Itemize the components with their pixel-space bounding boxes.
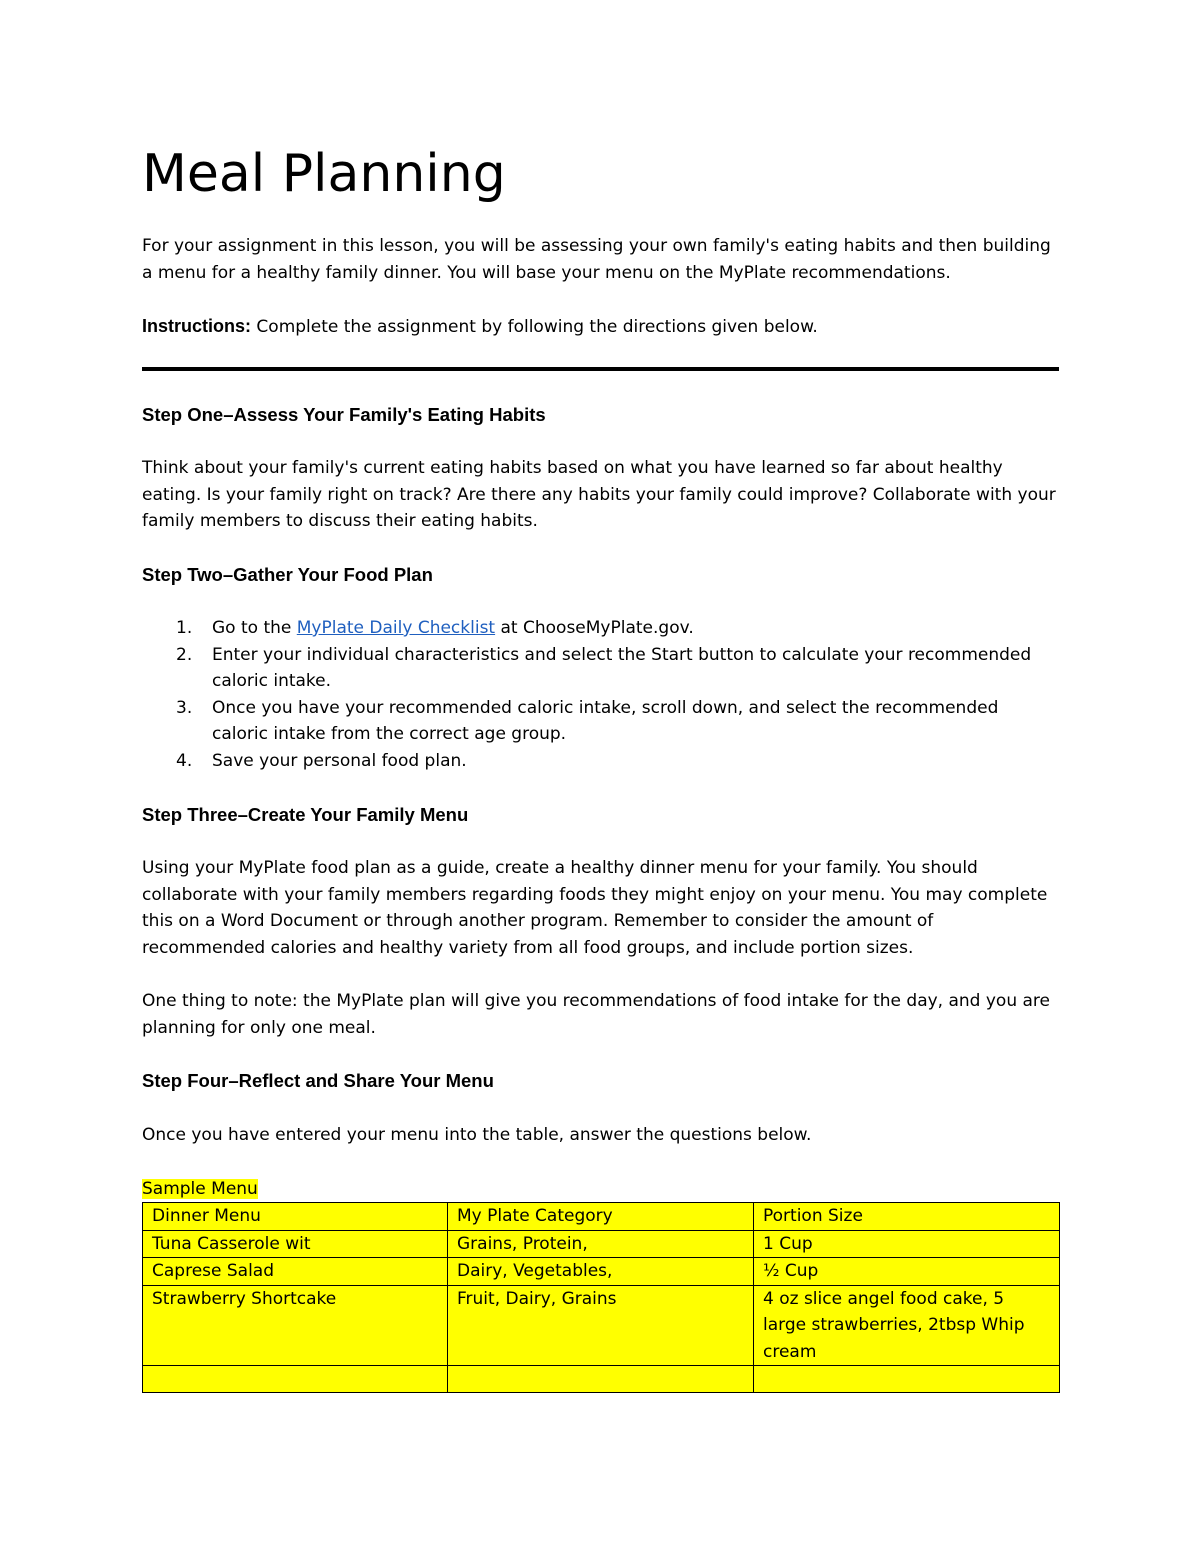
table-row: [143, 1258, 1060, 1286]
table-cell: 4 oz slice angel food cake, 5 large strawberries, 2tbsp Whip cream: [754, 1285, 1060, 1366]
list-number: 2.: [176, 644, 193, 665]
step-two-heading: Step Two–Gather Your Food Plan: [142, 564, 433, 585]
table-cell: ½ Cup: [754, 1258, 1060, 1286]
list-item-text-pre: Go to the: [212, 618, 297, 638]
table-header-cell: Dinner Menu: [143, 1203, 448, 1231]
intro-paragraph: For your assignment in this lesson, you will be assessing your own family's eating habits and then building a menu for a healthy family dinner. You will base your menu on the MyPlate recommendations.: [142, 236, 1051, 283]
table-cell: [754, 1366, 1060, 1393]
list-number: 4.: [176, 750, 193, 771]
table-cell: Strawberry Shortcake: [143, 1285, 448, 1366]
table-cell: Dairy, Vegetables,: [448, 1258, 754, 1286]
table-row: [143, 1230, 1060, 1258]
table-header-cell: My Plate Category: [448, 1203, 754, 1231]
step-two-list: [142, 615, 1059, 774]
section-divider: [142, 367, 1059, 371]
instructions-paragraph: [142, 313, 1059, 341]
table-caption-text: Sample Menu: [142, 1179, 258, 1199]
table-caption: [142, 1176, 258, 1202]
table-cell: Grains, Protein,: [448, 1230, 754, 1258]
table-header-cell: Portion Size: [754, 1203, 1060, 1231]
list-item: [142, 642, 1059, 695]
step-three-note: One thing to note: the MyPlate plan will give you recommendations of food intake for the day, and you are planning for only one meal.: [142, 991, 1051, 1038]
list-number: 3.: [176, 697, 193, 718]
table-cell: 1 Cup: [754, 1230, 1060, 1258]
sample-menu-table: [142, 1202, 1060, 1393]
list-item: [142, 695, 1059, 748]
list-number: 1.: [176, 618, 193, 638]
step-four-body: Once you have entered your menu into the table, answer the questions below.: [142, 1125, 812, 1145]
page-title: Meal Planning: [142, 144, 506, 204]
step-three-body: Using your MyPlate food plan as a guide, create a healthy dinner menu for your family. You should collaborate with your family members regarding foods they might enjoy on your menu. You may complete this on a Word Document or through another program. Remember to consider the amount of recommended calories and healthy variety from all food groups, and include portion sizes.: [142, 858, 1048, 958]
list-item-text: Enter your individual characteristics and select the Start button to calculate your recommended caloric intake.: [212, 644, 1032, 691]
myplate-checklist-link[interactable]: MyPlate Daily Checklist: [296, 618, 496, 638]
table-cell: Tuna Casserole wit: [143, 1230, 448, 1258]
list-item-text: Once you have your recommended caloric intake, scroll down, and select the recommended caloric intake from the correct age group.: [212, 697, 999, 744]
table-header-row: [143, 1203, 1060, 1231]
step-four-heading: Step Four–Reflect and Share Your Menu: [142, 1070, 494, 1091]
table-cell: Caprese Salad: [143, 1258, 448, 1286]
table-cell: [448, 1366, 754, 1393]
list-item-text-post: at ChooseMyPlate.gov.: [495, 618, 694, 638]
step-three-heading: Step Three–Create Your Family Menu: [142, 804, 469, 825]
table-cell: Fruit, Dairy, Grains: [448, 1285, 754, 1366]
list-item: [142, 748, 1059, 775]
table-cell: [143, 1366, 448, 1393]
list-item: [142, 615, 1059, 642]
instructions-label: Instructions:: [142, 316, 252, 336]
step-one-heading: Step One–Assess Your Family's Eating Habits: [142, 404, 546, 425]
table-row-empty: [143, 1366, 1060, 1393]
list-item-text: Save your personal food plan.: [212, 750, 467, 771]
step-one-body: Think about your family's current eating habits based on what you have learned so far about healthy eating. Is your family right on track? Are there any habits your family could improve? Collaborate with your family members to discuss their eating habits.: [142, 458, 1056, 531]
table-row: [143, 1285, 1060, 1366]
instructions-text: Complete the assignment by following the directions given below.: [251, 317, 818, 337]
